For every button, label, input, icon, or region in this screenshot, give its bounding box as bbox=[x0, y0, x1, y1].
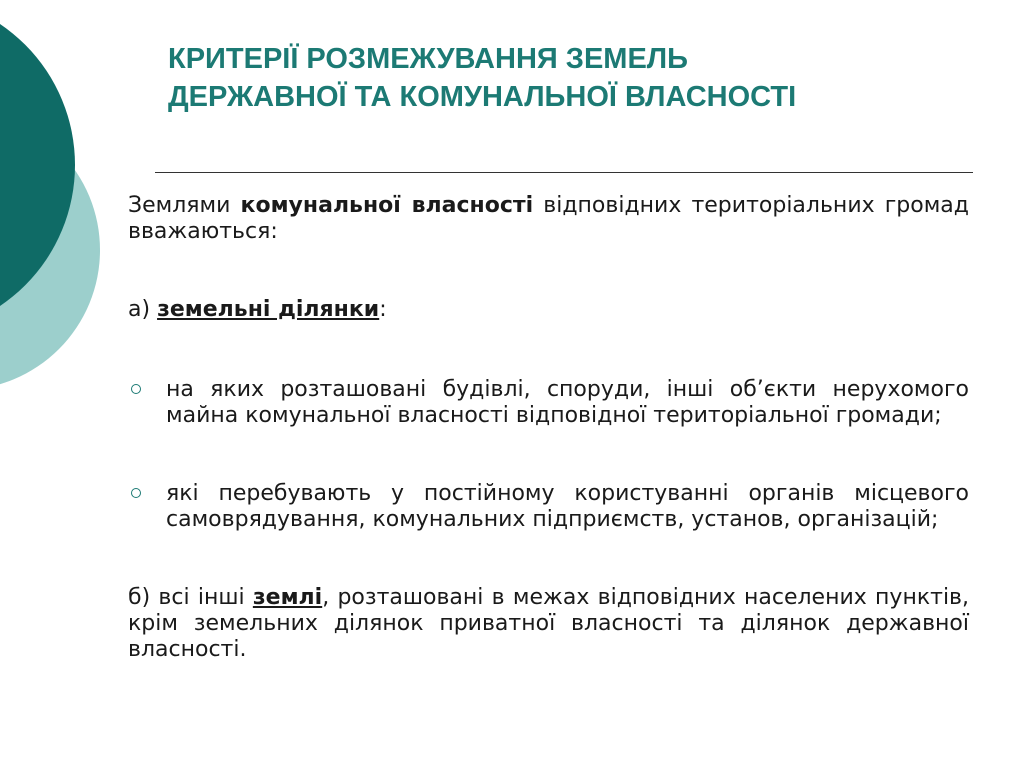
bullet-item-2 bbox=[128, 481, 969, 533]
bullet-2-text: які перебувають у постійному користуванні органів місцевого самоврядування, комунальних підприємств, установ, організацій; bbox=[166, 481, 969, 532]
item-a-paragraph bbox=[128, 297, 969, 323]
item-b-prefix: б) всі інші bbox=[128, 585, 253, 610]
intro-paragraph bbox=[128, 193, 969, 245]
title-line-1: КРИТЕРІЇ РОЗМЕЖУВАННЯ ЗЕМЕЛЬ bbox=[168, 43, 688, 75]
item-b-term: землі bbox=[252, 585, 323, 610]
bullet-1-text: на яких розташовані будівлі, споруди, інші об’єкти нерухомого майна комунальної власності відповідної територіальної громади; bbox=[166, 377, 969, 428]
intro-text-before: Землями bbox=[128, 193, 241, 218]
item-a-term: земельні ділянки bbox=[157, 297, 380, 322]
intro-bold-term: комунальної власності bbox=[240, 193, 534, 218]
dark-teal-circle bbox=[0, 0, 75, 335]
title-divider bbox=[155, 172, 973, 173]
item-b-suffix: , розташовані в межах відповідних населених пунктів, крім земельних ділянок приватної власності та ділянок державної власності. bbox=[128, 585, 970, 662]
title-line-2: ДЕРЖАВНОЇ ТА КОМУНАЛЬНОЇ ВЛАСНОСТІ bbox=[168, 81, 797, 113]
item-a-suffix: : bbox=[379, 297, 387, 322]
slide-body bbox=[128, 193, 969, 715]
bullet-item-1 bbox=[128, 377, 969, 429]
item-a-prefix: а) bbox=[128, 297, 158, 322]
intro-text-after: відповідних територіальних громад вважаються: bbox=[128, 193, 969, 244]
slide-title bbox=[168, 40, 988, 116]
light-teal-circle bbox=[0, 110, 100, 390]
hollow-circle-bullet-icon bbox=[131, 488, 141, 498]
hollow-circle-bullet-icon bbox=[131, 384, 141, 394]
decorative-circles bbox=[0, 0, 110, 420]
item-b-paragraph bbox=[128, 585, 969, 663]
